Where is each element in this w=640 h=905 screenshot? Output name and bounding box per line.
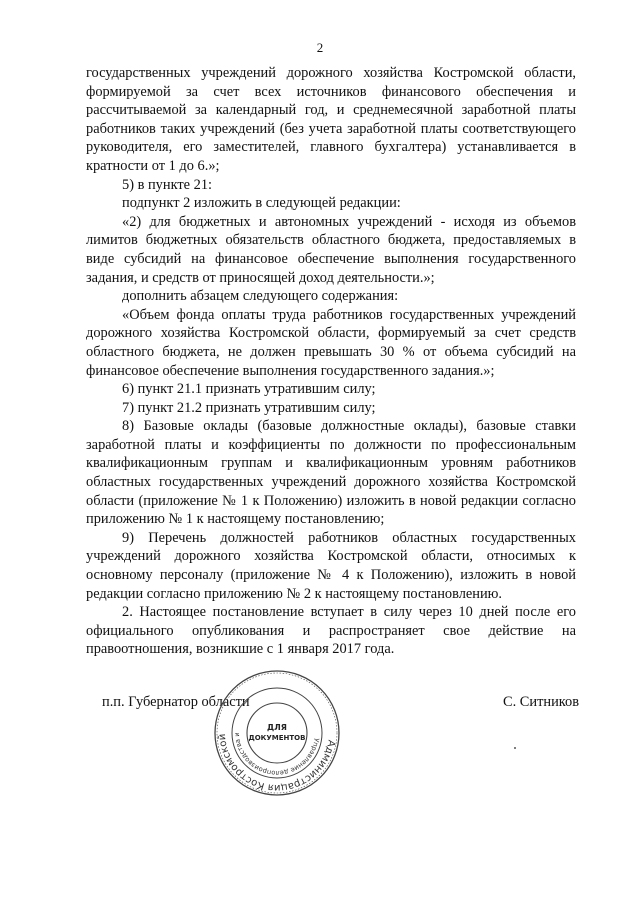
official-stamp [212,668,342,798]
paragraph: 5) в пункте 21: [122,176,213,193]
stray-mark [514,747,516,749]
page-number: 2 [316,40,324,55]
stamp-center-line2: ДОКУМЕНТОВ [248,734,306,742]
paragraph: государственных учреждений дорожного хозяйства Костромской области, формируемой за счет всех источников финансового обеспечения и рассчитываемой за календарный год, и среднемесячной заработной платы работников таких учреждений (без учета заработной платы соответствующего руководителя, его заместителей, главного бухгалтера) устанавливается в кратности от 1 до 6.»; [86,65,576,174]
stamp-center-line1: ДЛЯ [267,723,287,732]
stamp-graphic [212,668,342,798]
paragraph: «2) для бюджетных и автономных учреждений - исходя из объемов лимитов бюджетных обязательств областного бюджета, предоставляемых в виде субсидий на финансовое обеспечение выполнения государственного задания, и средств от приносящей доход деятельности.»; [86,213,576,286]
paragraph: 2. Настоящее постановление вступает в силу через 10 дней после его официального опубликования и распространяет свое действие на правоотношения, возникшие с 1 января 2017 года. [86,604,576,658]
document-body [86,64,576,659]
signature-title: п.п. Губернатор области [102,694,250,710]
paragraph: дополнить абзацем следующего содержания: [122,288,399,305]
paragraph: 6) пункт 21.1 признать утратившим силу; [122,381,376,398]
stamp-ring-text: Администрация Костромской [216,733,337,794]
paragraph: 9) Перечень должностей работников областных государственных учреждений дорожного хозяйства Костромской области, относимых к основному персоналу (приложение № 4 к Положению), изложить в новой редакции согласно приложению № 2 к настоящему постановлению. [86,529,576,602]
signature-name: С. Ситников [503,694,580,710]
paragraph: 8) Базовые оклады (базовые должностные оклады), базовые ставки заработной платы и коэффициенты по должности по профессиональным квалификационным группам и квалификационным уровням работников областных государственных учреждений дорожного хозяйства Костромской области (приложение № 1 к Положению) изложить в новой редакции согласно приложению № 1 к настоящему постановлению; [86,418,576,528]
stamp-inner-text: Управление делопроизводства и [232,732,321,778]
paragraph: «Объем фонда оплаты труда работников государственных учреждений дорожного хозяйства Костромской области, формируемый за счет средств областного бюджета, не должен превышать 30 % от объема субсидий на финансовое обеспечение выполнения государственного задания.»; [86,306,576,379]
paragraph: 7) пункт 21.2 признать утратившим силу; [122,399,376,416]
paragraph: подпункт 2 изложить в следующей редакции: [122,195,401,212]
